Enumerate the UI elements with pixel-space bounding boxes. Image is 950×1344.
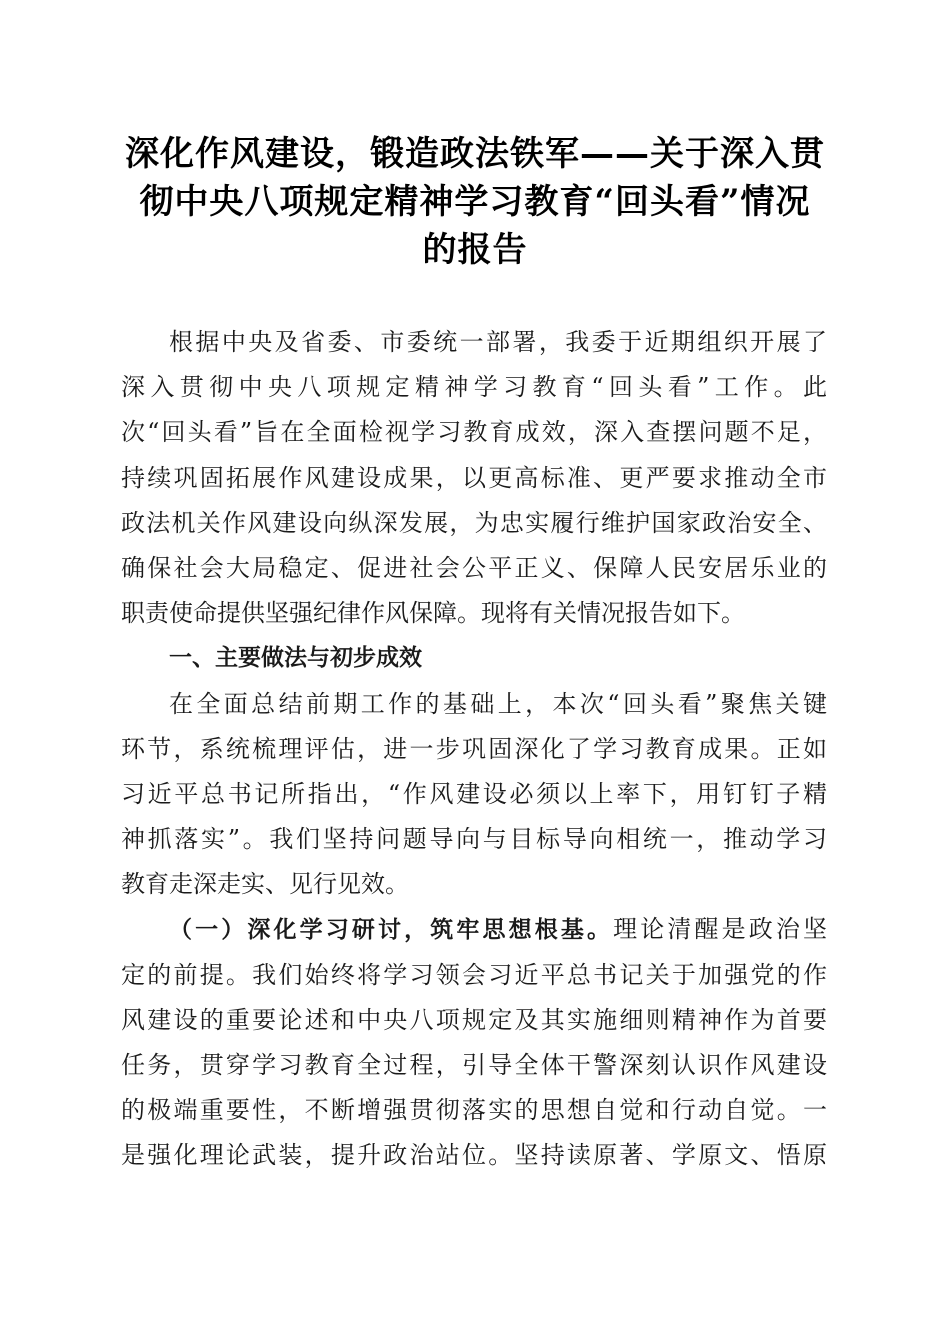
title-line: 的报告 xyxy=(422,230,528,270)
text-line xyxy=(121,907,827,952)
title-line: 深化作风建设，锻造政法铁军——关于深入贯 xyxy=(125,134,825,174)
paragraph-subsection-1 xyxy=(121,907,827,1178)
paragraph-intro xyxy=(121,320,827,636)
subsection-heading: （一）深化学习研讨，筑牢思想根基。 xyxy=(169,917,614,944)
text-line: 环节，系统梳理评估，进一步巩固深化了学习教育成果。正如 xyxy=(121,734,827,763)
title-line: 彻中央八项规定精神学习教育“回头看”情况 xyxy=(139,182,811,222)
paragraph-practices xyxy=(121,682,827,908)
section-heading: 一、主要做法与初步成效 xyxy=(169,645,422,672)
text-line: 确保社会大局稳定、促进社会公平正义、保障人民安居乐业的 xyxy=(121,553,827,582)
text-line: 深入贯彻中央八项规定精神学习教育“回头看”工作。此 xyxy=(121,373,827,402)
text-line: 是强化理论武装，提升政治站位。坚持读原著、学原文、悟原 xyxy=(121,1141,827,1170)
text-line: 根据中央及省委、市委统一部署，我委于近期组织开展了 xyxy=(169,328,827,356)
subsection-text: 理论清醒是政治坚 xyxy=(613,915,827,944)
text-line: 风建设的重要论述和中央八项规定及其实施细则精神作为首要 xyxy=(121,1005,827,1034)
text-line: 次“回头看”旨在全面检视学习教育成效，深入查摆问题不足， xyxy=(121,418,827,447)
text-line: 职责使命提供坚强纪律作风保障。现将有关情况报告如下。 xyxy=(121,599,745,628)
text-line: 教育走深走实、见行见效。 xyxy=(121,870,409,899)
text-line: 在全面总结前期工作的基础上，本次“回头看”聚焦关键 xyxy=(169,689,827,718)
text-line: 持续巩固拓展作风建设成果，以更高标准、更严要求推动全市 xyxy=(121,463,827,492)
document-title xyxy=(112,130,838,274)
text-line: 任务，贯穿学习教育全过程，引导全体干警深刻认识作风建设 xyxy=(121,1051,827,1079)
text-line: 定的前提。我们始终将学习领会习近平总书记关于加强党的作 xyxy=(121,960,827,989)
text-line: 的极端重要性，不断增强贯彻落实的思想自觉和行动自觉。一 xyxy=(121,1096,827,1125)
document-body xyxy=(121,320,827,1179)
text-line: 神抓落实”。我们坚持问题导向与目标导向相统一，推动学习 xyxy=(121,825,827,854)
text-line: 政法机关作风建设向纵深发展，为忠实履行维护国家政治安全、 xyxy=(121,508,827,537)
text-line: 习近平总书记所指出，“作风建设必须以上率下，用钉钉子精 xyxy=(121,779,827,808)
